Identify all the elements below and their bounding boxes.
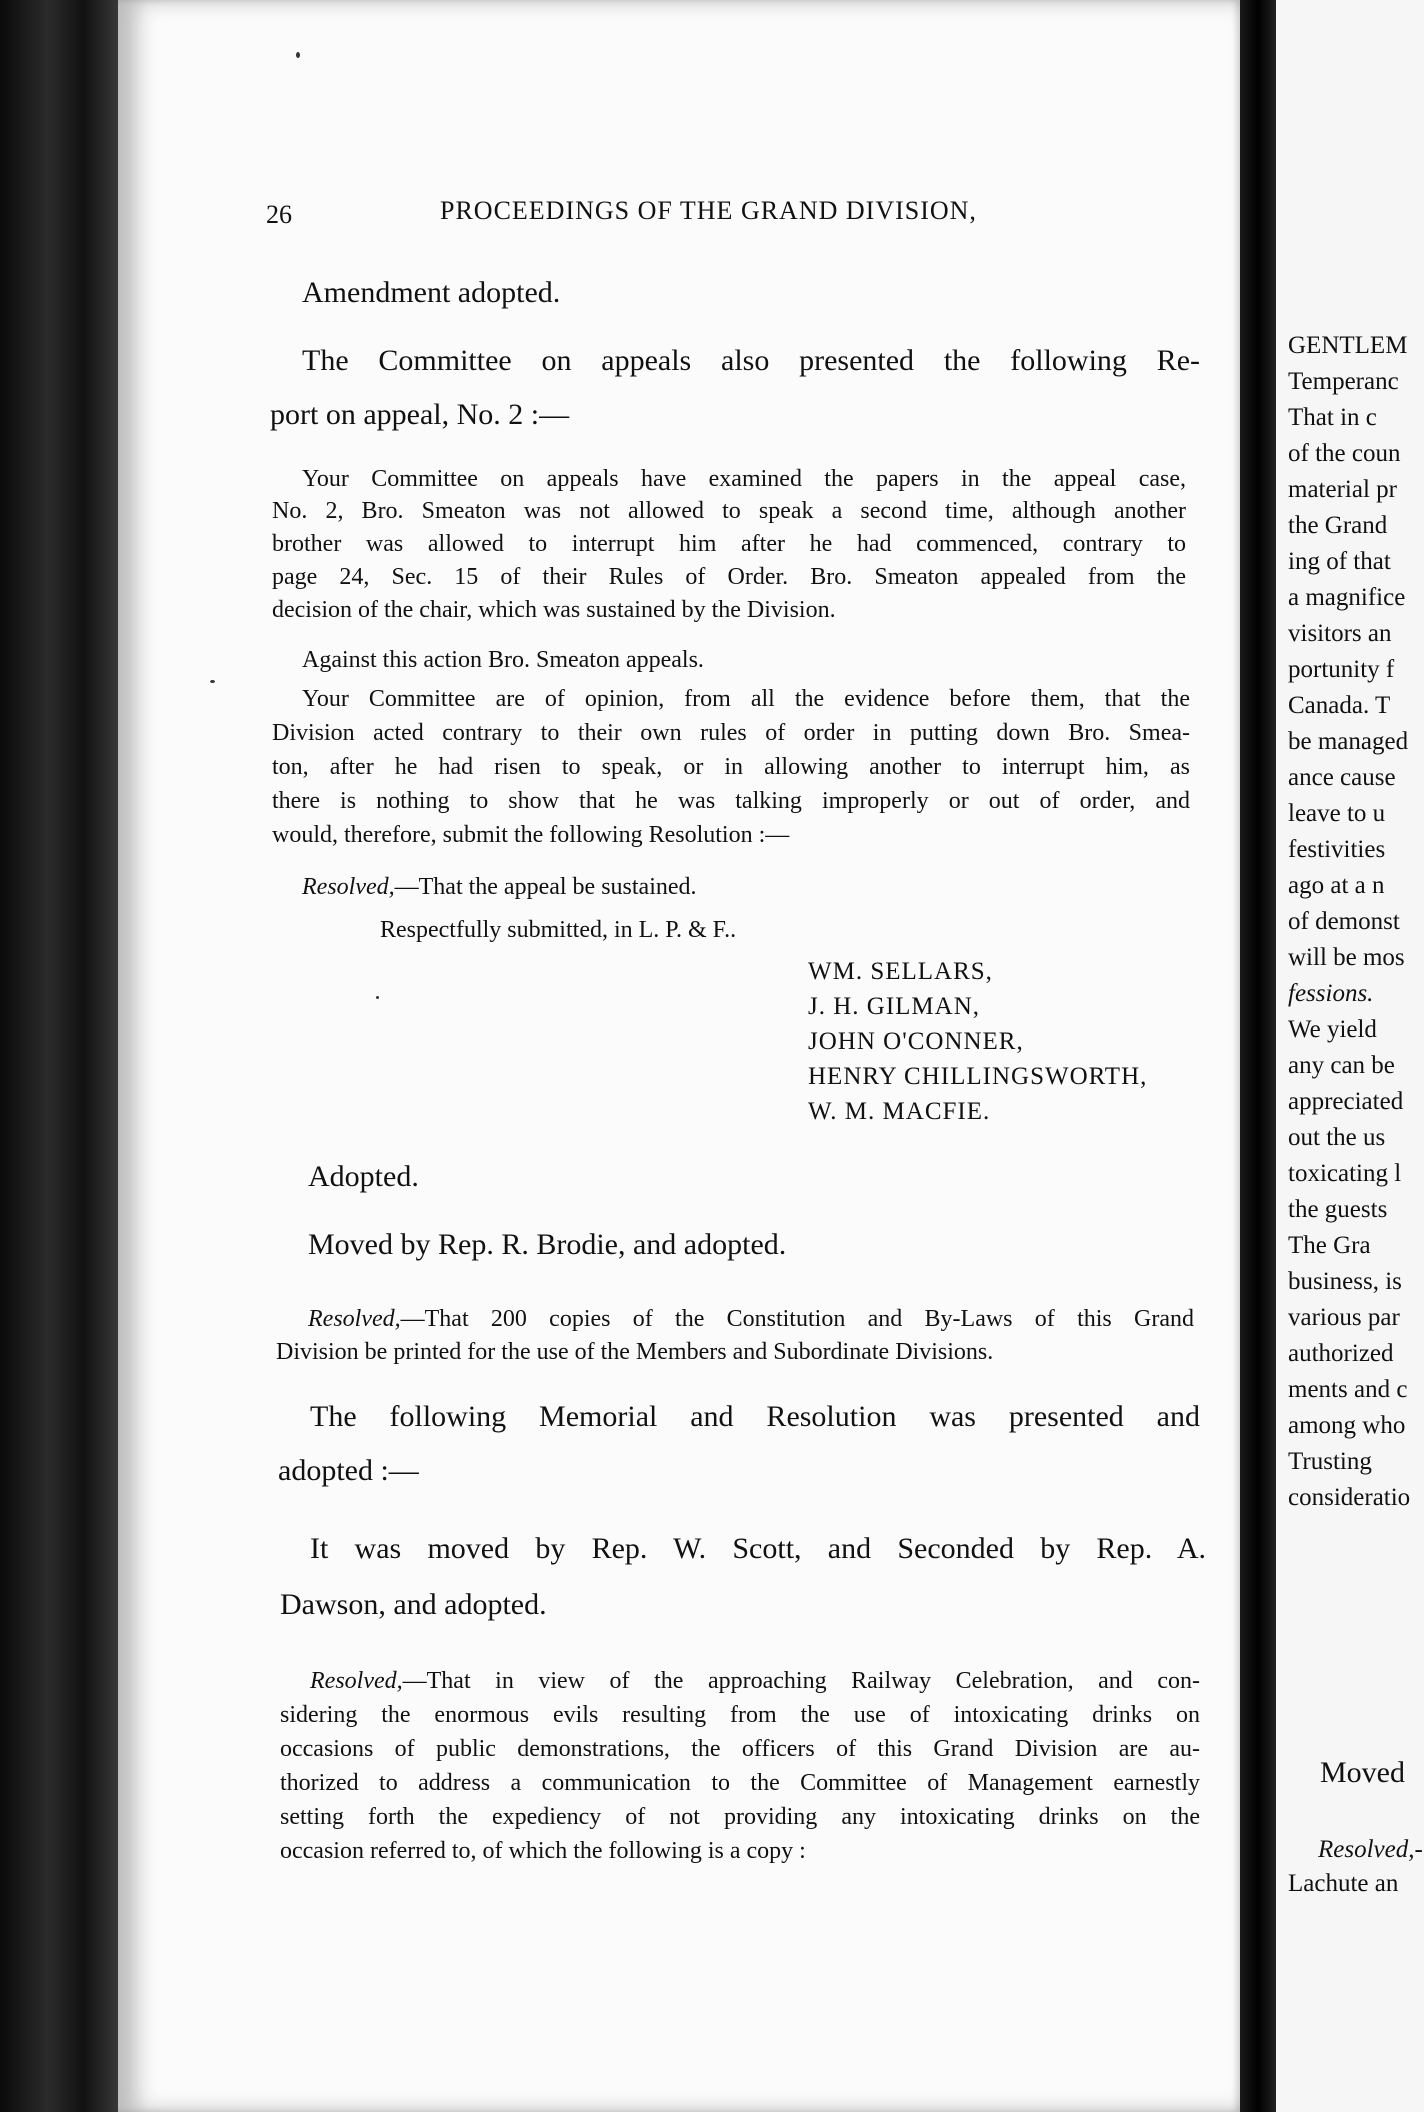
signatory: WM. SELLARS, <box>808 958 993 985</box>
scott-line-1: It was moved by Rep. W. Scott, and Seconded by Rep. A. <box>310 1532 1206 1565</box>
opinion-line: ton, after he had risen to speak, or in allowing another to interrupt him, as <box>272 754 1190 780</box>
resolved-copies-line-2: Division be printed for the use of the Members and Subordinate Divisions. <box>276 1339 994 1365</box>
facing-line: ance cause <box>1288 764 1396 791</box>
report-line: page 24, Sec. 15 of their Rules of Order. Bro. Smeaton appealed from the <box>272 564 1186 590</box>
opinion-line: there is nothing to show that he was talking improperly or out of order, and <box>272 788 1190 814</box>
facing-line: of the coun <box>1288 440 1401 467</box>
signatory: HENRY CHILLINGSWORTH, <box>808 1063 1148 1090</box>
facing-line: GENTLEM <box>1288 332 1408 359</box>
page-number: 26 <box>266 200 292 229</box>
facing-line: of demonst <box>1288 908 1400 935</box>
facing-line: be managed <box>1288 728 1409 755</box>
facing-line: the guests <box>1288 1196 1388 1223</box>
facing-line: a magnifice <box>1288 584 1406 611</box>
facing-line: business, is <box>1288 1268 1402 1295</box>
facing-line: Trusting <box>1288 1448 1372 1475</box>
resolved-railway-line: setting forth the expediency of not providing any intoxicating drinks on the <box>280 1804 1200 1830</box>
resolved-railway-line: sidering the enormous evils resulting from the use of intoxicating drinks on <box>280 1702 1200 1728</box>
facing-line: appreciated <box>1288 1088 1404 1115</box>
facing-line: visitors an <box>1288 620 1392 647</box>
paper-speck <box>296 52 300 58</box>
resolved-text: —That the appeal be sustained. <box>394 874 697 900</box>
resolved-railway-line: thorized to address a communication to the Committee of Management earnestly <box>280 1770 1200 1796</box>
running-head: PROCEEDINGS OF THE GRAND DIVISION, <box>440 196 977 225</box>
memorial-line-2: adopted :— <box>278 1454 419 1487</box>
facing-line: out the us <box>1288 1124 1386 1151</box>
resolved-railway-line: occasions of public demonstrations, the officers of this Grand Division are au- <box>280 1736 1200 1762</box>
resolved-railway-line <box>310 1668 1200 1695</box>
facing-resolved: Resolved,- <box>1318 1836 1423 1863</box>
against-action: Against this action Bro. Smeaton appeals. <box>302 647 704 673</box>
resolved-label: Resolved, <box>308 1306 401 1332</box>
facing-line: ago at a n <box>1288 872 1385 899</box>
facing-line: The Gra <box>1288 1232 1371 1259</box>
facing-lachute: Lachute an <box>1288 1870 1399 1897</box>
facing-line: portunity f <box>1288 656 1395 683</box>
facing-line: various par <box>1288 1304 1400 1331</box>
facing-line: ing of that <box>1288 548 1391 575</box>
facing-line: consideratio <box>1288 1484 1411 1511</box>
page-fold <box>1240 0 1276 2112</box>
book-page <box>118 0 1240 2112</box>
facing-line: Canada. T <box>1288 692 1391 719</box>
opinion-line: Your Committee are of opinion, from all the evidence before them, that the <box>302 686 1190 712</box>
signatory: JOHN O'CONNER, <box>808 1028 1024 1055</box>
paper-speck <box>376 996 379 999</box>
resolved-railway-line: occasion referred to, of which the following is a copy : <box>280 1838 806 1864</box>
resolved-text: —That 200 copies of the Constitution and By-Laws of this Grand <box>400 1306 1194 1332</box>
resolved-label: Resolved, <box>310 1668 403 1694</box>
resolved-text: —That in view of the approaching Railway Celebration, and con- <box>402 1668 1200 1694</box>
facing-line: Temperanc <box>1288 368 1399 395</box>
facing-line: any can be <box>1288 1052 1395 1079</box>
report-line: No. 2, Bro. Smeaton was not allowed to speak a second time, although another <box>272 498 1186 524</box>
respectfully-submitted: Respectfully submitted, in L. P. & F.. <box>380 917 737 943</box>
facing-page <box>1276 0 1424 2112</box>
facing-line: festivities <box>1288 836 1386 863</box>
signatory: W. M. MACFIE. <box>808 1098 991 1125</box>
committee-intro-line-2: port on appeal, No. 2 :— <box>270 398 570 431</box>
signatory: J. H. GILMAN, <box>808 993 981 1020</box>
resolved-label: Resolved, <box>302 874 395 900</box>
opinion-line: Division acted contrary to their own rules of order in putting down Bro. Smea- <box>272 720 1190 746</box>
facing-line: among who <box>1288 1412 1406 1439</box>
resolved-appeal <box>302 874 697 901</box>
memorial-line-1: The following Memorial and Resolution was presented and <box>310 1400 1200 1433</box>
moved-brodie: Moved by Rep. R. Brodie, and adopted. <box>308 1228 787 1261</box>
facing-line: material pr <box>1288 476 1397 503</box>
facing-line: We yield <box>1288 1016 1377 1043</box>
facing-line: That in c <box>1288 404 1377 431</box>
facing-line: fessions. <box>1288 980 1374 1007</box>
facing-line: leave to u <box>1288 800 1386 827</box>
amendment-adopted: Amendment adopted. <box>302 276 561 309</box>
opinion-line: would, therefore, submit the following Resolution :— <box>272 822 790 848</box>
facing-line: the Grand <box>1288 512 1388 539</box>
scott-line-2: Dawson, and adopted. <box>280 1588 547 1621</box>
facing-moved: Moved <box>1320 1756 1405 1789</box>
resolved-copies-line-1 <box>308 1306 1194 1333</box>
report-line: decision of the chair, which was sustained by the Division. <box>272 597 836 623</box>
report-line: brother was allowed to interrupt him after he had commenced, contrary to <box>272 531 1186 557</box>
book-gutter <box>0 0 120 2112</box>
facing-line: ments and c <box>1288 1376 1408 1403</box>
adopted: Adopted. <box>308 1160 419 1193</box>
paper-speck <box>210 680 215 683</box>
facing-line: will be mos <box>1288 944 1405 971</box>
facing-line: authorized <box>1288 1340 1394 1367</box>
committee-intro-line-1: The Committee on appeals also presented the following Re- <box>302 344 1200 377</box>
report-line: Your Committee on appeals have examined the papers in the appeal case, <box>302 466 1186 492</box>
facing-line: toxicating l <box>1288 1160 1402 1187</box>
